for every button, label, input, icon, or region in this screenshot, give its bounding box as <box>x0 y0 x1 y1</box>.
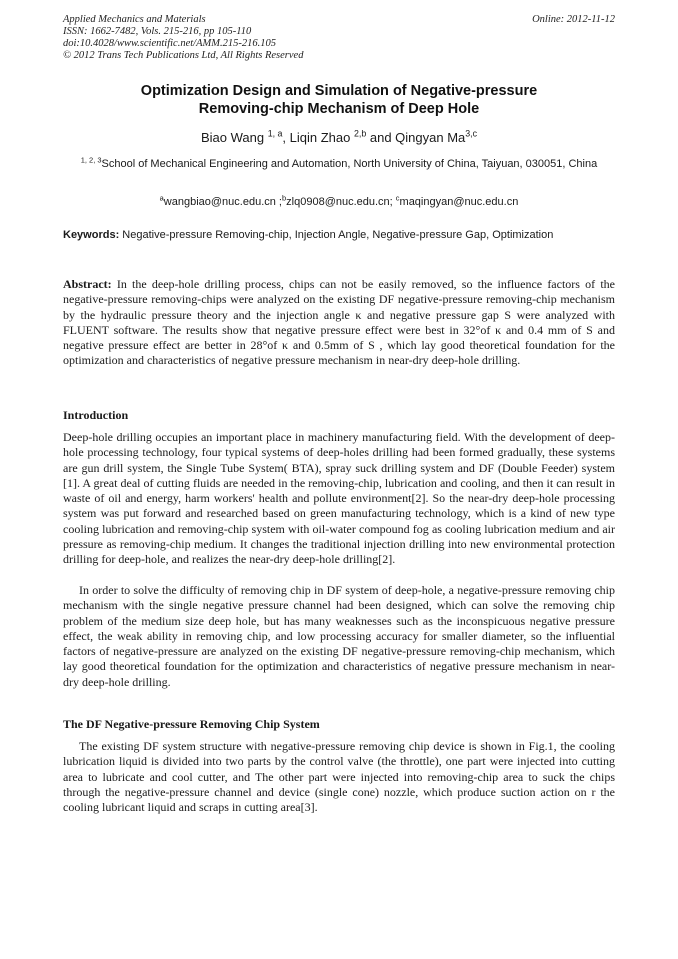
author-list <box>63 130 615 146</box>
affiliation-text: School of Mechanical Engineering and Automation, North University of China, Taiyuan, 030051, China <box>101 158 598 170</box>
email-c-marker: c <box>395 193 400 203</box>
copyright-line: © 2012 Trans Tech Publications Ltd, All Rights Reserved <box>63 50 304 61</box>
intro-paragraph-1: Deep-hole drilling occupies an important place in machinery manufacturing field. With the development of deep- hole processing technology, four typical systems of deep-holes drilling had been formed gradually, these systems are gun drill system, the Single Tube System( BTA), spray suck drilling system and DF (Double Feeder) system [1]. A great deal of cutting fluids are needed in the removing-chip, lubrication and cooling, and then it can result in waste of oil and energy, harm workers' health and pollute environment[2]. So the near-dry deep-hole processing system was put forward and researched based on green manufacturing technology, which is a kind of new type cooling lubrication and removing-chip system with oil-water compound fog as cooling lubrication medium and air pressure as removing-chip medium. It changes the traditional injection drilling into new environmental protection drilling for deep-hole, and realizes the near-dry deep-hole drilling[2]. <box>63 430 615 567</box>
keywords <box>63 229 615 242</box>
affiliation-marker: 1, 2, 3 <box>80 155 102 165</box>
email-b-marker: b <box>282 193 287 203</box>
df-paragraph-1: The existing DF system structure with negative-pressure removing chip device is shown in Fig.1, the cooling lubrication liquid is divided into two parts by the control valve (the throttle), one part were injected into cutting area to lubricate and cool cutter, and The other part were injected into removing-chip area to suck the chips through the negative-pressure channel and device (single cone) nozzle, which produce suction action on r the cooling lubricant liquid and scraps in cutting area[3]. <box>63 739 615 815</box>
intro-paragraph-2: In order to solve the difficulty of removing chip in DF system of deep-hole, a negative-pressure removing chip mechanism with the single negative pressure channel had been designed, which can solve the removing chip problem of the medium size deep hole, but has many weaknesses such as the inconspicuous negative pressure effect, the weak ability in removing chip, and low processing accuracy for smaller diameter, so the influential factors of negative-pressure are analyzed on the existing DF negative-pressure removing-chip mechanism, which lay good theoretical foundation for the optimization and characteristics of negative pressure mechanism in near-dry deep-hole drilling. <box>63 583 615 689</box>
author-1-name: Biao Wang <box>200 130 268 145</box>
keywords-text: Negative-pressure Removing-chip, Injection Angle, Negative-pressure Gap, Optimization <box>119 229 554 241</box>
title-line-2: Removing-chip Mechanism of Deep Hole <box>198 101 480 117</box>
email-a-marker: a <box>159 193 164 203</box>
doi-line: doi:10.4028/www.scientific.net/AMM.215-216.105 <box>63 38 276 49</box>
title-line-1: Optimization Design and Simulation of Negative-pressure <box>140 83 538 99</box>
author-2-name: , Liqin Zhao <box>282 130 354 145</box>
paper-title <box>63 82 615 118</box>
email-b: zlq0908@nuc.edu.cn; <box>286 196 396 208</box>
journal-name: Applied Mechanics and Materials <box>63 14 206 25</box>
author-3-name: and Qingyan Ma <box>366 130 466 145</box>
keywords-label: Keywords: <box>63 229 120 241</box>
abstract-text: In the deep-hole drilling process, chips can not be easily removed, so the influence factors of the negative-pressure removing-chips were analyzed on the existing DF negative-pressure removing-chip mechanism by the hydraulic pressure theory and the injection angle κ and negative pressure gap S were analyzed with FLUENT software. The results show that negative pressure effect were best in 32°of κ and 0.4 mm of S and negative pressure effect are better in 28°of κ and 0.5mm of S , which lay good theoretical foundation for the optimization and characteristics of negative pressure mechanism in near-dry deep-hole drilling. <box>63 277 615 368</box>
email-a: wangbiao@nuc.edu.cn ; <box>163 196 282 208</box>
email-c: maqingyan@nuc.edu.cn <box>399 196 519 208</box>
author-2-affil: 2,b <box>353 128 367 139</box>
affiliation <box>63 157 615 171</box>
journal-header <box>63 14 615 62</box>
author-1-affil: 1, a <box>267 128 283 139</box>
section-heading-introduction: Introduction <box>63 408 129 422</box>
abstract <box>63 277 615 369</box>
abstract-label: Abstract: <box>63 277 112 291</box>
author-emails <box>63 195 615 209</box>
online-date: Online: 2012-11-12 <box>532 14 615 25</box>
author-3-affil: 3,c <box>465 128 478 139</box>
issn-line: ISSN: 1662-7482, Vols. 215-216, pp 105-110 <box>63 26 252 37</box>
section-heading-df-system: The DF Negative-pressure Removing Chip System <box>63 717 320 731</box>
